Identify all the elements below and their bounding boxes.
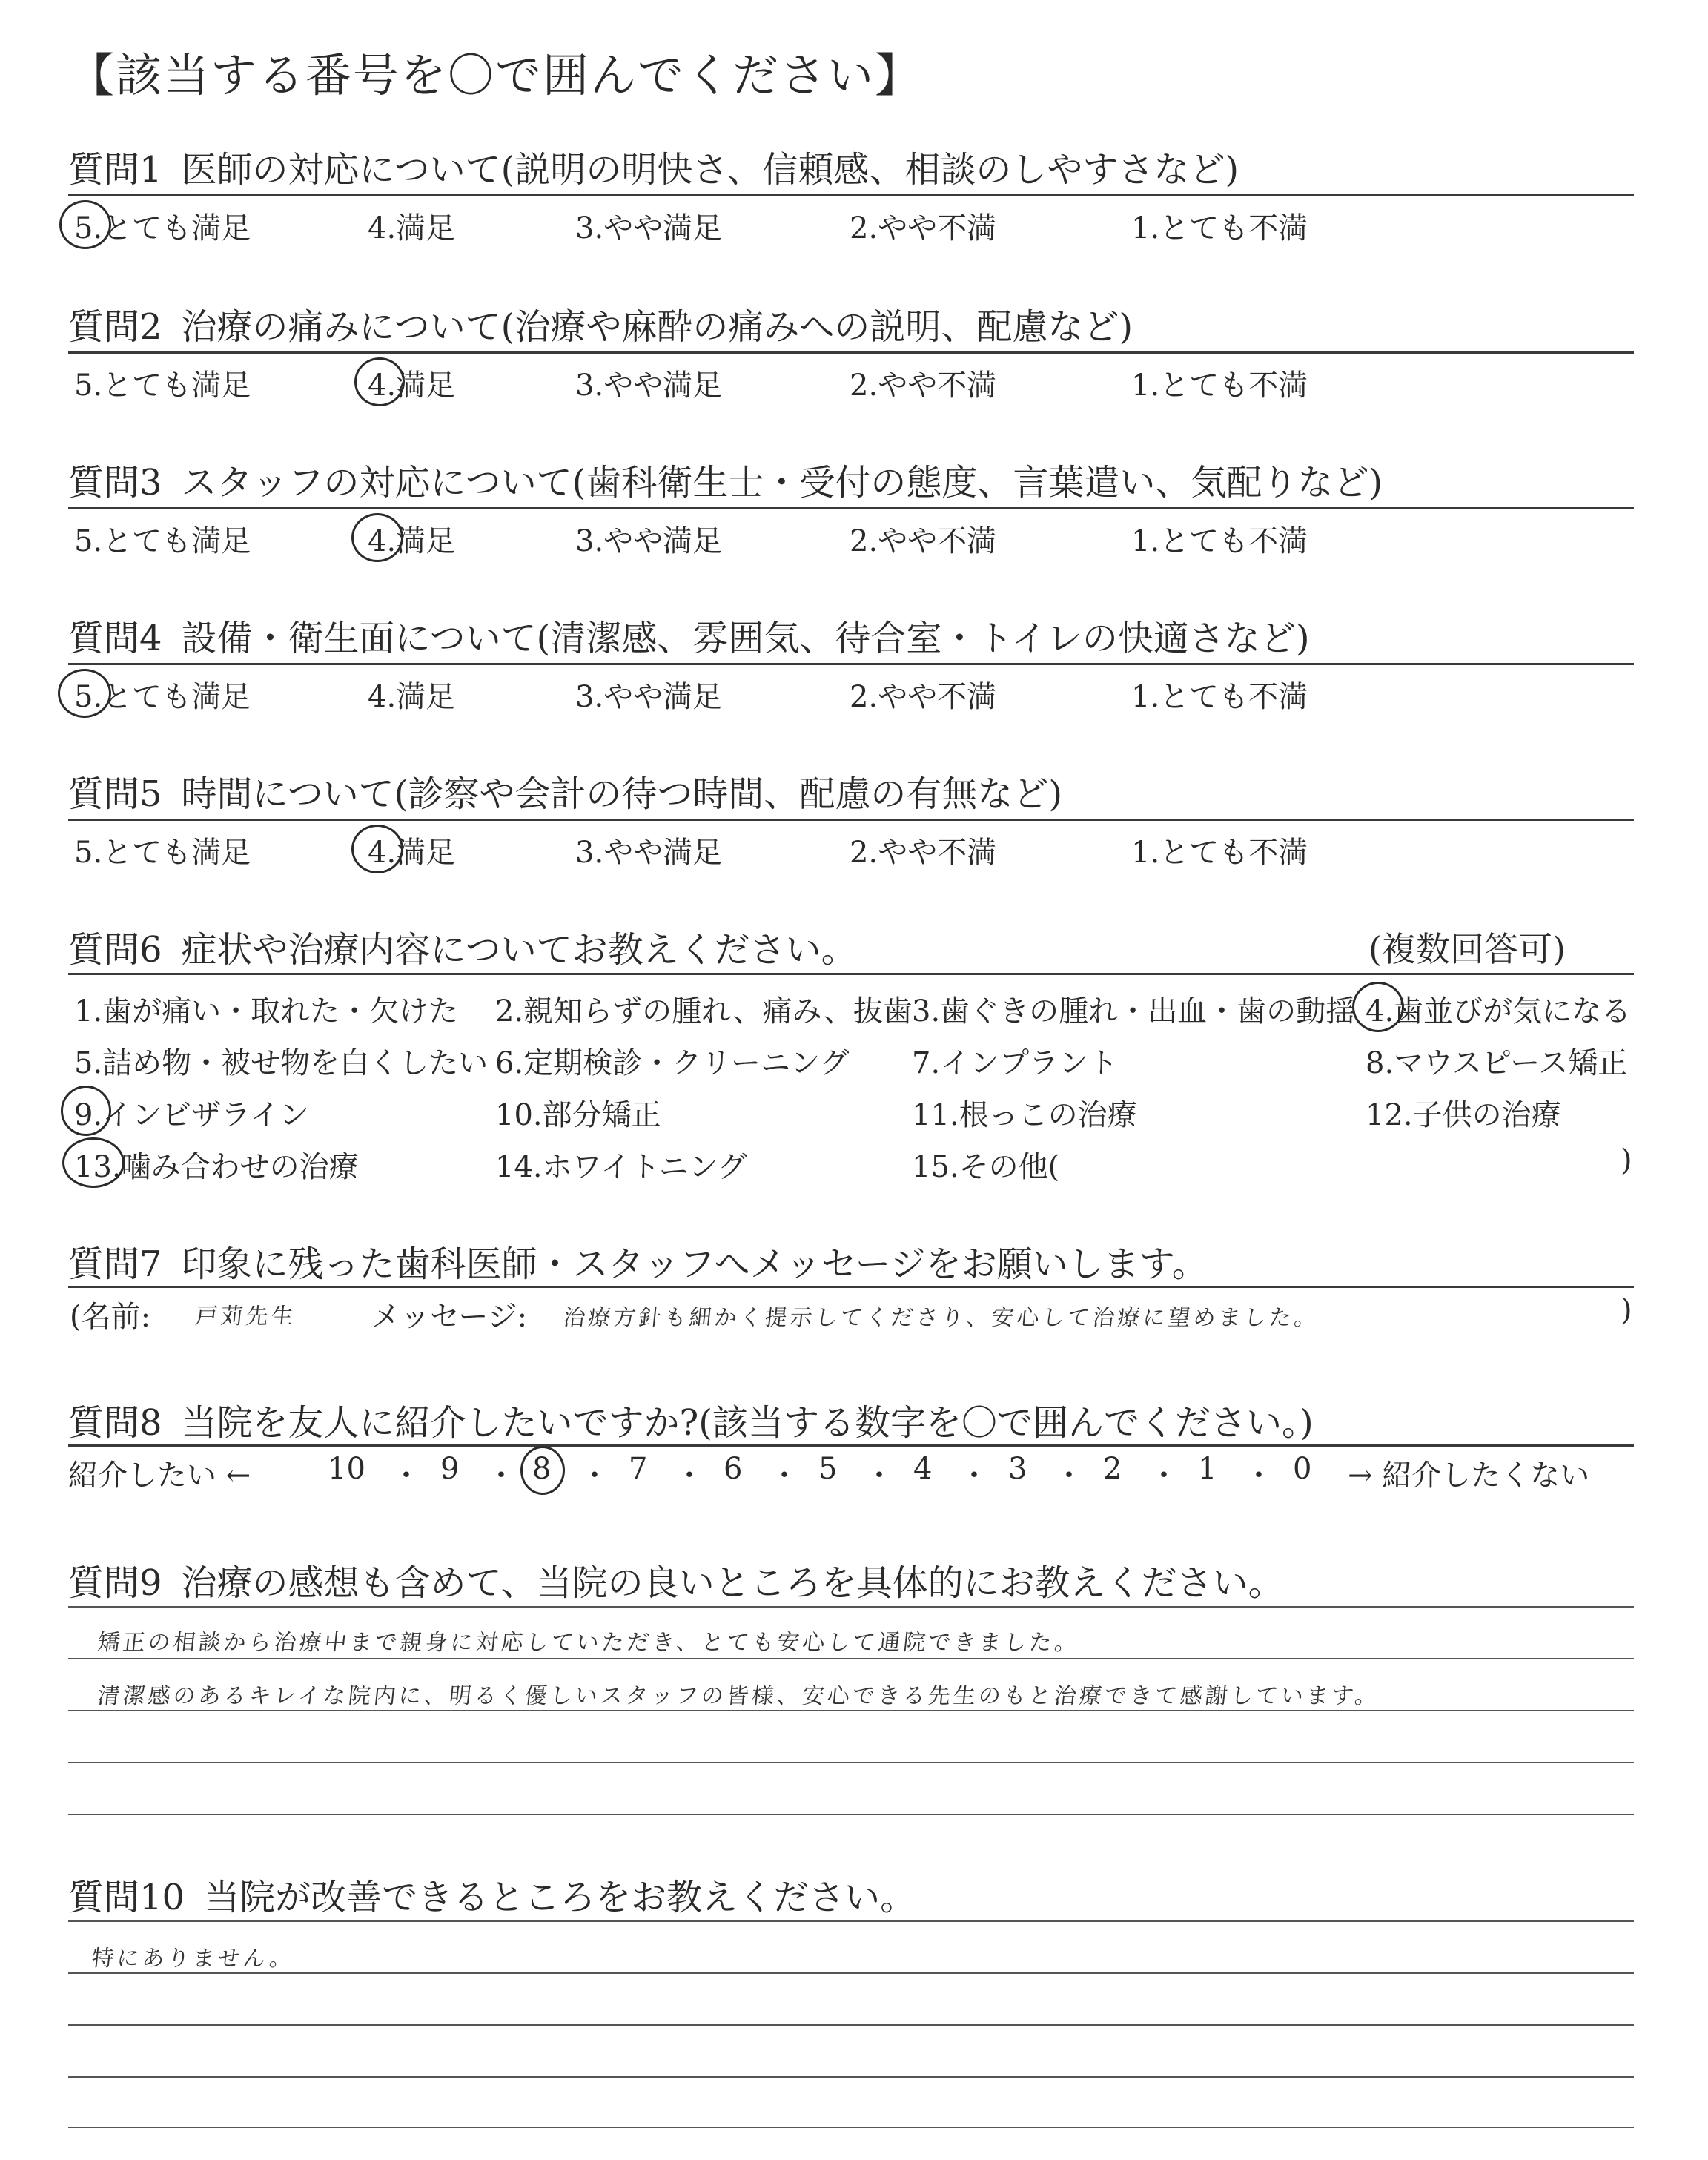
answer-text-line-2[interactable]: 清潔感のあるキレイな院内に、明るく優しいスタッフの皆様、安心できる先生のもと治療できて感謝しています。 (96, 1683, 1382, 1709)
rating-option-3[interactable]: 3.やや満足 (575, 836, 723, 870)
question-divider (68, 973, 1634, 975)
question-divider (68, 819, 1634, 821)
scale-separator: ・ (391, 1459, 421, 1493)
message-close-paren: ) (1621, 1293, 1632, 1327)
rating-option-5[interactable]: 5.とても満足 (74, 524, 251, 558)
scale-value[interactable]: 3 (1008, 1452, 1027, 1486)
rating-option-4[interactable]: 4.満足 (368, 211, 456, 245)
question-label: 質問8 (68, 1402, 162, 1444)
answer-line (68, 2024, 1634, 2026)
scale-value[interactable]: 0 (1293, 1452, 1312, 1486)
question-9-title (68, 1554, 1284, 1605)
rating-option-5[interactable]: 5.とても満足 (74, 836, 251, 870)
question-divider (68, 1444, 1634, 1447)
symptom-option-13[interactable]: 13.噛み合わせの治療 (74, 1150, 359, 1184)
scale-value[interactable]: 4 (913, 1452, 933, 1486)
symptom-option-5[interactable]: 5.詰め物・被せ物を白くしたい (74, 1046, 489, 1080)
symptom-option-12[interactable]: 12.子供の治療 (1366, 1098, 1561, 1132)
rating-option-5[interactable]: 5.とても満足 (74, 369, 251, 403)
symptom-option-4[interactable]: 4.歯並びが気になる (1366, 994, 1632, 1028)
selection-circle (1352, 982, 1404, 1032)
question-label: 質問10 (68, 1877, 185, 1918)
question-text: 医師の対応について(説明の明快さ、信頼感、相談のしやすさなど) (181, 149, 1239, 191)
scale-separator: ・ (959, 1459, 989, 1493)
rating-option-5[interactable]: 5.とても満足 (74, 680, 251, 714)
rating-option-2[interactable]: 2.やや不満 (850, 524, 997, 558)
symptom-option-10[interactable]: 10.部分矯正 (495, 1098, 661, 1132)
symptom-option-15[interactable]: 15.その他( (912, 1150, 1060, 1184)
question-label: 質問7 (68, 1244, 162, 1285)
symptom-option-6[interactable]: 6.定期検診・クリーニング (495, 1046, 850, 1080)
name-value[interactable]: 戸苅先生 (193, 1304, 298, 1330)
other-close-paren: ) (1621, 1143, 1632, 1178)
question-label: 質問4 (68, 618, 162, 659)
question-text: 当院を友人に紹介したいですか?(該当する数字を〇で囲んでください。) (181, 1402, 1314, 1444)
message-label: メッセージ: (371, 1300, 528, 1334)
scale-separator: ・ (1054, 1459, 1084, 1493)
question-10-title (68, 1869, 916, 1920)
question-label: 質問3 (68, 462, 162, 503)
symptom-option-9[interactable]: 9.インビザライン (74, 1098, 309, 1132)
question-divider (68, 663, 1634, 665)
question-label: 質問1 (68, 149, 162, 191)
rating-option-2[interactable]: 2.やや不満 (850, 680, 997, 714)
answer-line (68, 1710, 1634, 1711)
rating-option-4[interactable]: 4.満足 (368, 369, 456, 403)
multiple-answer-note: (複数回答可) (1368, 929, 1566, 969)
question-6-title (68, 921, 857, 972)
rating-option-1[interactable]: 1.とても不満 (1131, 524, 1308, 558)
selection-circle (351, 513, 403, 562)
question-8-title (68, 1394, 1314, 1445)
selection-circle (351, 825, 403, 873)
question-label: 質問5 (68, 773, 162, 815)
rating-option-3[interactable]: 3.やや満足 (575, 524, 723, 558)
answer-line (68, 2076, 1634, 2078)
scale-value[interactable]: 9 (440, 1452, 460, 1486)
rating-option-2[interactable]: 2.やや不満 (850, 369, 997, 403)
question-text: 設備・衛生面について(清潔感、雰囲気、待合室・トイレの快適さなど) (181, 618, 1310, 659)
rating-option-2[interactable]: 2.やや不満 (850, 211, 997, 245)
recommend-scale (0, 1452, 1708, 1496)
rating-option-4[interactable]: 4.満足 (368, 836, 456, 870)
scale-value[interactable]: 6 (724, 1452, 743, 1486)
answer-line (68, 1606, 1634, 1608)
scale-separator: ・ (1149, 1459, 1179, 1493)
symptom-option-3[interactable]: 3.歯ぐきの腫れ・出血・歯の動揺 (912, 994, 1356, 1028)
question-2-title (68, 298, 1133, 349)
symptom-option-2[interactable]: 2.親知らずの腫れ、痛み、抜歯 (495, 994, 913, 1028)
answer-line (68, 1920, 1634, 1922)
selection-circle (62, 1137, 125, 1188)
question-text: 印象に残った歯科医師・スタッフへメッセージをお願いします。 (181, 1244, 1208, 1285)
scale-value[interactable]: 2 (1103, 1452, 1122, 1486)
rating-option-1[interactable]: 1.とても不満 (1131, 369, 1308, 403)
scale-left-label: 紹介したい ← (68, 1459, 251, 1493)
symptom-option-14[interactable]: 14.ホワイトニング (495, 1150, 748, 1184)
answer-text-line-1[interactable]: 矯正の相談から治療中まで親身に対応していただき、とても安心して通院できました。 (96, 1630, 1082, 1656)
answer-line (68, 1972, 1634, 1974)
rating-option-3[interactable]: 3.やや満足 (575, 211, 723, 245)
answer-line (68, 2127, 1634, 2128)
question-label: 質問2 (68, 306, 162, 348)
answer-text-line-1[interactable]: 特にありません。 (90, 1946, 297, 1972)
selection-circle (59, 200, 111, 249)
question-label: 質問9 (68, 1562, 162, 1604)
scale-value[interactable]: 10 (328, 1452, 365, 1486)
question-divider (68, 507, 1634, 509)
scale-separator: ・ (864, 1459, 894, 1493)
scale-separator: ・ (580, 1459, 609, 1493)
question-text: 当院が改善できるところをお教えください。 (204, 1877, 916, 1918)
question-7-title (68, 1235, 1208, 1287)
scale-right-label: → 紹介したくない (1348, 1459, 1590, 1493)
rating-option-3[interactable]: 3.やや満足 (575, 680, 723, 714)
question-text: 時間について(診察や会計の待つ時間、配慮の有無など) (181, 773, 1063, 815)
question-label: 質問6 (68, 929, 162, 971)
scale-value[interactable]: 5 (818, 1452, 838, 1486)
selection-circle (520, 1446, 565, 1495)
question-divider (68, 1286, 1634, 1288)
scale-separator: ・ (675, 1459, 704, 1493)
scale-separator: ・ (769, 1459, 799, 1493)
rating-option-5[interactable]: 5.とても満足 (74, 211, 251, 245)
rating-option-2[interactable]: 2.やや不満 (850, 836, 997, 870)
question-divider (68, 194, 1634, 196)
question-text: 症状や治療内容についてお教えください。 (181, 929, 857, 971)
question-divider (68, 351, 1634, 354)
message-value[interactable]: 治療方針も細かく提示してくださり、安心して治療に望めました。 (561, 1305, 1321, 1331)
question-text: 治療の痛みについて(治療や麻酔の痛みへの説明、配慮など) (181, 306, 1133, 348)
rating-option-1[interactable]: 1.とても不満 (1131, 211, 1308, 245)
symptom-option-11[interactable]: 11.根っこの治療 (912, 1098, 1137, 1132)
question-1-title (68, 141, 1239, 192)
rating-option-1[interactable]: 1.とても不満 (1131, 836, 1308, 870)
answer-line (68, 1658, 1634, 1659)
scale-value[interactable]: 8 (532, 1452, 552, 1486)
name-label: (名前: (70, 1300, 151, 1334)
scale-value[interactable]: 1 (1198, 1452, 1217, 1486)
symptom-option-1[interactable]: 1.歯が痛い・取れた・欠けた (74, 994, 459, 1028)
scale-value[interactable]: 7 (629, 1452, 648, 1486)
page-title: 【該当する番号を〇で囲んでください】 (68, 48, 923, 102)
question-text: スタッフの対応について(歯科衛生士・受付の態度、言葉遣い、気配りなど) (181, 462, 1383, 503)
answer-line (68, 1762, 1634, 1763)
symptom-option-7[interactable]: 7.インプラント (912, 1046, 1119, 1080)
question-3-title (68, 454, 1383, 505)
question-text: 治療の感想も含めて、当院の良いところを具体的にお教えください。 (181, 1562, 1284, 1604)
question-4-title (68, 610, 1310, 661)
rating-option-4[interactable]: 4.満足 (368, 680, 456, 714)
rating-option-4[interactable]: 4.満足 (368, 524, 456, 558)
selection-circle (61, 1086, 111, 1136)
rating-option-3[interactable]: 3.やや満足 (575, 369, 723, 403)
message-row (0, 1293, 1708, 1338)
scale-separator: ・ (486, 1459, 516, 1493)
selection-circle (354, 357, 405, 406)
scale-separator: ・ (1244, 1459, 1274, 1493)
rating-option-1[interactable]: 1.とても不満 (1131, 680, 1308, 714)
answer-line (68, 1814, 1634, 1815)
symptom-option-8[interactable]: 8.マウスピース矯正 (1366, 1046, 1628, 1080)
question-5-title (68, 765, 1062, 816)
selection-circle (58, 669, 111, 718)
